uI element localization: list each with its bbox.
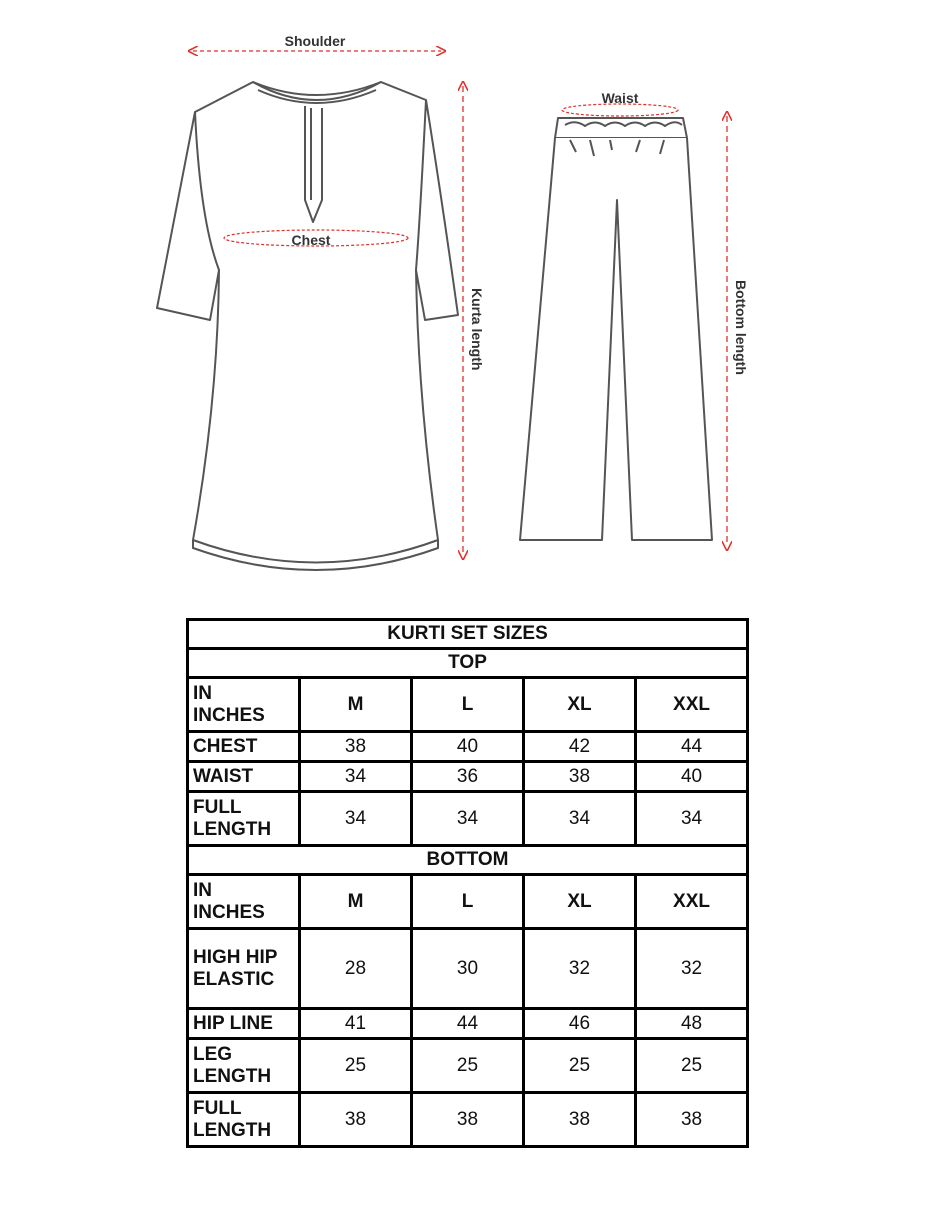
row-label-cell: FULL LENGTH (188, 792, 300, 846)
bottom-heading: BOTTOM (188, 846, 748, 875)
row-label-cell: FULL LENGTH (188, 1093, 300, 1147)
value-cell: 40 (636, 762, 748, 792)
kurta-length-label: Kurta length (469, 288, 485, 371)
value-cell: 38 (524, 1093, 636, 1147)
size-header-cell: XXL (636, 678, 748, 732)
value-cell: 38 (636, 1093, 748, 1147)
value-cell: 48 (636, 1009, 748, 1039)
bottom-heading-row (188, 846, 748, 875)
table-row (188, 792, 748, 846)
value-cell: 34 (636, 792, 748, 846)
top-heading: TOP (188, 649, 748, 678)
shoulder-label: Shoulder (284, 33, 346, 49)
row-label-cell: WAIST (188, 762, 300, 792)
bottom-size-header-row (188, 875, 748, 929)
waist-label: Waist (601, 90, 639, 106)
value-cell: 25 (524, 1039, 636, 1093)
size-header-cell: XXL (636, 875, 748, 929)
value-cell: 44 (412, 1009, 524, 1039)
size-header-cell: M (300, 678, 412, 732)
value-cell: 42 (524, 732, 636, 762)
size-header-cell: M (300, 875, 412, 929)
top-heading-row (188, 649, 748, 678)
value-cell: 36 (412, 762, 524, 792)
unit-label-cell: IN INCHES (188, 875, 300, 929)
row-label-cell: HIGH HIP ELASTIC (188, 929, 300, 1009)
value-cell: 34 (412, 792, 524, 846)
value-cell: 25 (412, 1039, 524, 1093)
value-cell: 25 (300, 1039, 412, 1093)
size-header-cell: L (412, 678, 524, 732)
bottom-length-label: Bottom length (733, 280, 749, 375)
value-cell: 38 (300, 1093, 412, 1147)
unit-label-cell: IN INCHES (188, 678, 300, 732)
row-label-cell: HIP LINE (188, 1009, 300, 1039)
row-label-cell: LEG LENGTH (188, 1039, 300, 1093)
table-row (188, 732, 748, 762)
table-row (188, 762, 748, 792)
value-cell: 34 (524, 792, 636, 846)
value-cell: 46 (524, 1009, 636, 1039)
value-cell: 28 (300, 929, 412, 1009)
value-cell: 34 (300, 762, 412, 792)
size-header-cell: XL (524, 875, 636, 929)
value-cell: 38 (412, 1093, 524, 1147)
value-cell: 38 (300, 732, 412, 762)
table-row (188, 929, 748, 1009)
pants-illustration (520, 118, 712, 540)
row-label-cell: CHEST (188, 732, 300, 762)
value-cell: 32 (636, 929, 748, 1009)
table-title: KURTI SET SIZES (188, 620, 748, 649)
value-cell: 30 (412, 929, 524, 1009)
value-cell: 32 (524, 929, 636, 1009)
size-header-cell: L (412, 875, 524, 929)
table-row (188, 1039, 748, 1093)
size-header-cell: XL (524, 678, 636, 732)
value-cell: 38 (524, 762, 636, 792)
table-row (188, 1093, 748, 1147)
chest-label: Chest (291, 232, 331, 248)
value-cell: 25 (636, 1039, 748, 1093)
value-cell: 34 (300, 792, 412, 846)
table-row (188, 1009, 748, 1039)
table-title-row (188, 620, 748, 649)
value-cell: 41 (300, 1009, 412, 1039)
kurta-illustration (157, 82, 458, 570)
value-cell: 40 (412, 732, 524, 762)
top-size-header-row (188, 678, 748, 732)
measurement-diagram (0, 0, 936, 600)
value-cell: 44 (636, 732, 748, 762)
size-chart-table (186, 618, 749, 1148)
